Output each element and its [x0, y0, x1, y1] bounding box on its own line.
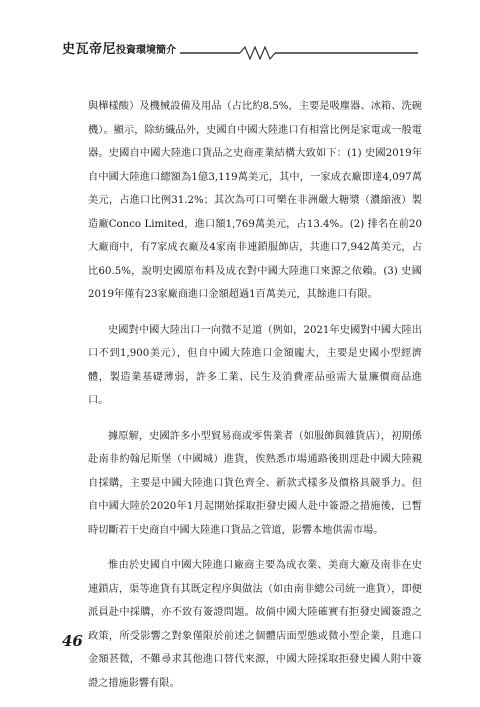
header-rule [62, 52, 418, 58]
heartbeat-rule-icon [62, 46, 418, 60]
paragraph: 據原解，史國許多小型貿易商或零售業者（如服飾與雜貨店），初期係赴南非約翰尼斯堡（中國城）進貨，俟熟悉市場通路後則逕赴中國大陸親自採購，主要是中國大陸進口貨色齊全、新款式樣多及價格具競爭力。但自中國大陸於2020年1月起開始採取拒發史國人赴中簽證之措施後，已暫時切斷若干史商自中國大陸進口貨品之管道，影響本地供需市場。 [88, 430, 422, 536]
body-text [88, 95, 422, 707]
page-number: 46 [62, 632, 83, 650]
paragraph: 與樺樣酸）及機械設備及用品（占比約8.5%，主要是吸塵器、冰箱、洗碗機）。顯示，除紡織品外，史國自中國大陸進口有相當比例是家電或一般電器。史國自中國大陸進口貨品之史商產業結構大致如下：(1) 史國2019年自中國大陸進口總額為1億3,119萬美元，其中，一家成衣廠即達4,097萬美元，占進口比例31.2%；其次為可口可樂在非洲嚴大糖漿（濃縮液）製造廠Conco Limited，進口額1,769萬美元，占13.4%。(2) 排名在前20大廠商中，有7家成衣廠及4家南非連鎖服飾店，共進口7,942萬美元，占比60.5%，說明史國原布料及成衣對中國大陸進口來源之依賴。(3) 史國2019年僅有23家廠商進口金額超過1百萬美元，其餘進口有限。 [88, 101, 422, 300]
header-title-sub: 投資環境簡介 [116, 45, 177, 56]
paragraph: 史國對中國大陸出口一向微不足道（例如，2021年史國對中國大陸出口不到1,900美元），但自中國大陸進口金額龐大，主要是史國小型經濟體，製造業基礎薄弱，許多工業、民生及消費產品亟需大量廉價商品進口。 [88, 324, 422, 406]
paragraph: 惟由於史國自中國大陸進口廠商主要為成衣業、美商大廠及南非在史連鎖店，渠等進貨有其既定程序與做法（如由南非總公司統一進貨），即便派員赴中採購，亦不致有簽證問題。故倘中國大陸確實有拒發史國簽證之政策，所受影響之對象僅限於前述之個體店面型態或微小型企業，且進口金額甚微，不難尋求其他進口替代來源，中國大陸採取拒發史國人附中簽證之措施影響有限。 [88, 560, 422, 689]
header-title-main: 史瓦帝尼 [62, 42, 117, 57]
running-header [62, 34, 418, 62]
